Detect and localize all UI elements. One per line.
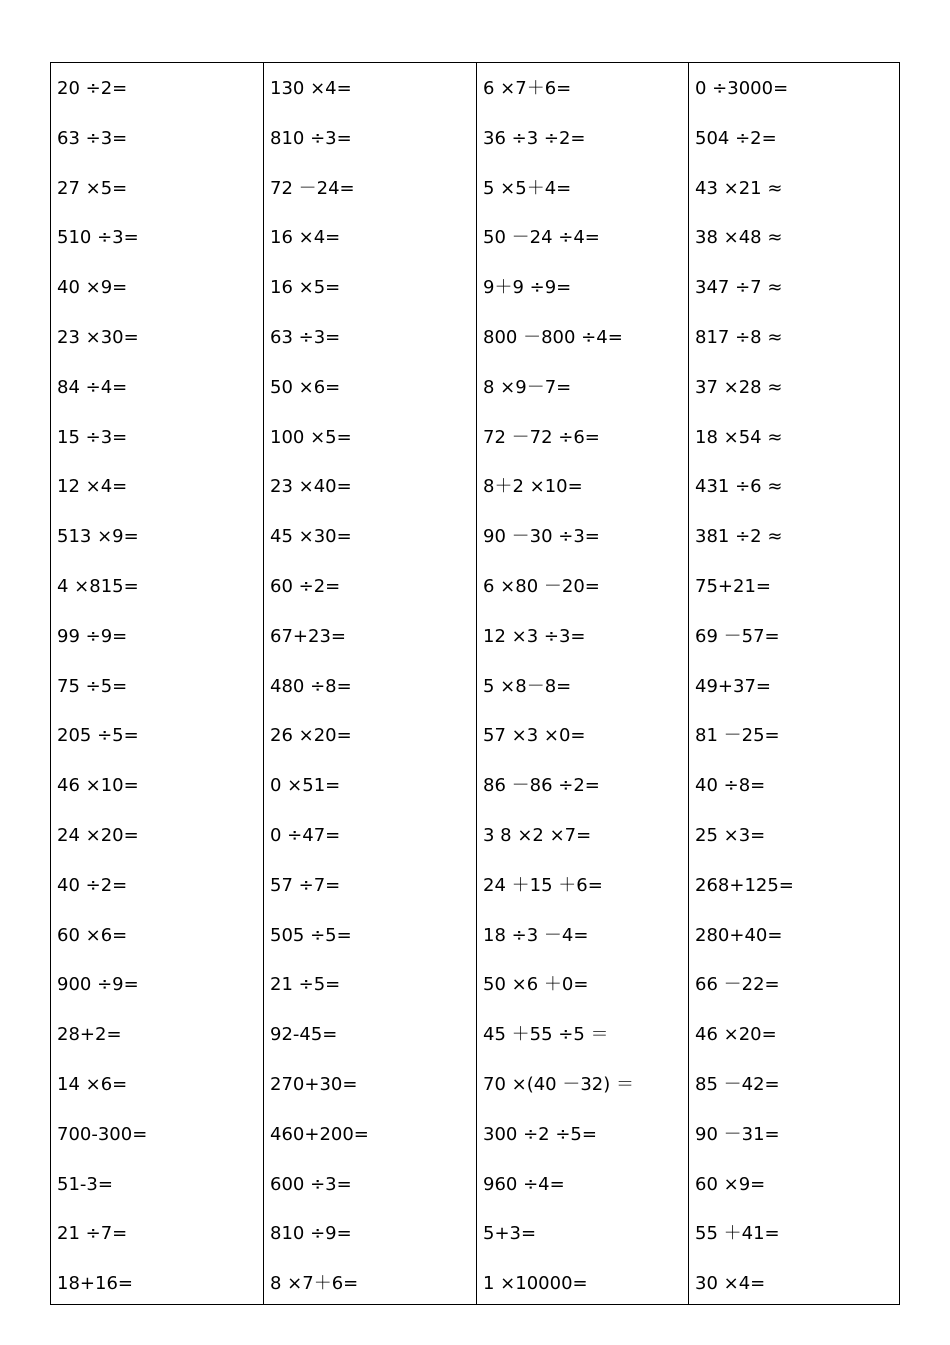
problem-cell: 72 －72 ÷6= [483,426,600,448]
problem-cell: 72 －24= [270,177,355,199]
problem-cell: 28+2= [57,1024,122,1046]
problem-cell: 24 ＋15 ＋6= [483,874,603,896]
problem-cell: 81 －25= [695,725,780,747]
problem-cell: 1 ×10000= [483,1273,588,1295]
problem-cell: 50 ×6= [270,376,341,398]
problem-cell: 15 ÷3= [57,426,128,448]
problem-cell: 12 ×3 ÷3= [483,625,586,647]
problem-cell: 6 ×7＋6= [483,78,572,99]
problem-cell: 14 ×6= [57,1073,128,1095]
problem-cell: 90 －31= [695,1123,780,1145]
problem-cell: 27 ×5= [57,177,128,199]
problem-cell: 21 ÷5= [270,974,341,996]
problem-cell: 431 ÷6 ≈ [695,476,783,498]
worksheet-table [50,62,900,1305]
problem-cell: 21 ÷7= [57,1223,128,1245]
problem-cell: 24 ×20= [57,824,139,846]
problem-cell: 268+125= [695,874,794,896]
problem-cell: 18 ÷3 －4= [483,924,589,946]
problem-cell: 36 ÷3 ÷2= [483,127,586,149]
problem-cell: 130 ×4= [270,78,352,99]
problem-cell: 381 ÷2 ≈ [695,526,783,548]
problem-cell: 23 ×40= [270,476,352,498]
problem-cell: 60 ÷2= [270,575,341,597]
problem-cell: 810 ÷3= [270,127,352,149]
problem-cell: 40 ×9= [57,277,128,299]
problem-cell: 280+40= [695,924,783,946]
problem-cell: 84 ÷4= [57,376,128,398]
problem-cell: 18 ×54 ≈ [695,426,783,448]
problem-cell: 90 －30 ÷3= [483,526,600,548]
problem-cell: 70 ×(40 －32) ＝ [483,1073,635,1095]
problem-cell: 63 ÷3= [57,127,128,149]
problem-cell: 0 ÷3000= [695,78,789,99]
problem-cell: 85 －42= [695,1073,780,1095]
problem-cell: 67+23= [270,625,346,647]
problem-cell: 100 ×5= [270,426,352,448]
problem-cell: 46 ×10= [57,775,139,797]
problem-cell: 66 －22= [695,974,780,996]
problem-cell: 8 ×7＋6= [270,1273,359,1295]
problem-cell: 5+3= [483,1223,537,1245]
problem-cell: 99 ÷9= [57,625,128,647]
problem-cell: 40 ÷2= [57,874,128,896]
problem-cell: 86 －86 ÷2= [483,775,600,797]
problem-cell: 270+30= [270,1073,358,1095]
problem-cell: 43 ×21 ≈ [695,177,783,199]
problem-cell: 16 ×4= [270,227,341,249]
problem-cell: 30 ×4= [695,1273,766,1295]
problem-cell: 5 ×8－8= [483,675,572,697]
problem-cell: 63 ÷3= [270,326,341,348]
problem-cell: 510 ÷3= [57,227,139,249]
problem-cell: 0 ÷47= [270,824,341,846]
problem-cell: 40 ÷8= [695,775,766,797]
problem-cell: 504 ÷2= [695,127,777,149]
problem-cell: 50 －24 ÷4= [483,227,600,249]
problem-cell: 55 ＋41= [695,1223,780,1245]
problem-cell: 75 ÷5= [57,675,128,697]
problem-cell: 25 ×3= [695,824,766,846]
problem-cell: 60 ×9= [695,1173,766,1195]
problem-cell: 38 ×48 ≈ [695,227,783,249]
problem-cell: 8＋2 ×10= [483,476,583,498]
problem-cell: 46 ×20= [695,1024,777,1046]
problem-column-2 [264,63,477,1304]
problem-cell: 817 ÷8 ≈ [695,326,783,348]
problem-cell: 37 ×28 ≈ [695,376,783,398]
problem-cell: 900 ÷9= [57,974,139,996]
problem-cell: 505 ÷5= [270,924,352,946]
problem-cell: 480 ÷8= [270,675,352,697]
problem-cell: 23 ×30= [57,326,139,348]
problem-cell: 600 ÷3= [270,1173,352,1195]
problem-cell: 0 ×51= [270,775,341,797]
problem-cell: 20 ÷2= [57,78,128,99]
problem-column-4 [689,63,899,1304]
problem-cell: 75+21= [695,575,771,597]
problem-cell: 18+16= [57,1273,133,1295]
problem-cell: 300 ÷2 ÷5= [483,1123,597,1145]
problem-cell: 57 ÷7= [270,874,341,896]
problem-cell: 26 ×20= [270,725,352,747]
problem-cell: 460+200= [270,1123,369,1145]
problem-cell: 8 ×9－7= [483,376,572,398]
problem-cell: 60 ×6= [57,924,128,946]
problem-column-1 [51,63,264,1304]
problem-cell: 800 －800 ÷4= [483,326,623,348]
problem-cell: 49+37= [695,675,771,697]
problem-cell: 810 ÷9= [270,1223,352,1245]
problem-cell: 3 8 ×2 ×7= [483,824,592,846]
problem-cell: 205 ÷5= [57,725,139,747]
problem-cell: 347 ÷7 ≈ [695,277,783,299]
problem-cell: 45 ＋55 ÷5 ＝ [483,1024,609,1046]
problem-cell: 51-3= [57,1173,113,1195]
problem-cell: 92-45= [270,1024,338,1046]
problem-cell: 6 ×80 －20= [483,575,600,597]
problem-cell: 16 ×5= [270,277,341,299]
problem-cell: 45 ×30= [270,526,352,548]
problem-cell: 57 ×3 ×0= [483,725,586,747]
problem-cell: 700-300= [57,1123,148,1145]
problem-cell: 513 ×9= [57,526,139,548]
problem-cell: 960 ÷4= [483,1173,565,1195]
problem-cell: 69 －57= [695,625,780,647]
problem-cell: 4 ×815= [57,575,139,597]
problem-column-3 [477,63,689,1304]
problem-cell: 9＋9 ÷9= [483,277,572,299]
problem-cell: 50 ×6 ＋0= [483,974,589,996]
problem-cell: 5 ×5＋4= [483,177,572,199]
problem-cell: 12 ×4= [57,476,128,498]
